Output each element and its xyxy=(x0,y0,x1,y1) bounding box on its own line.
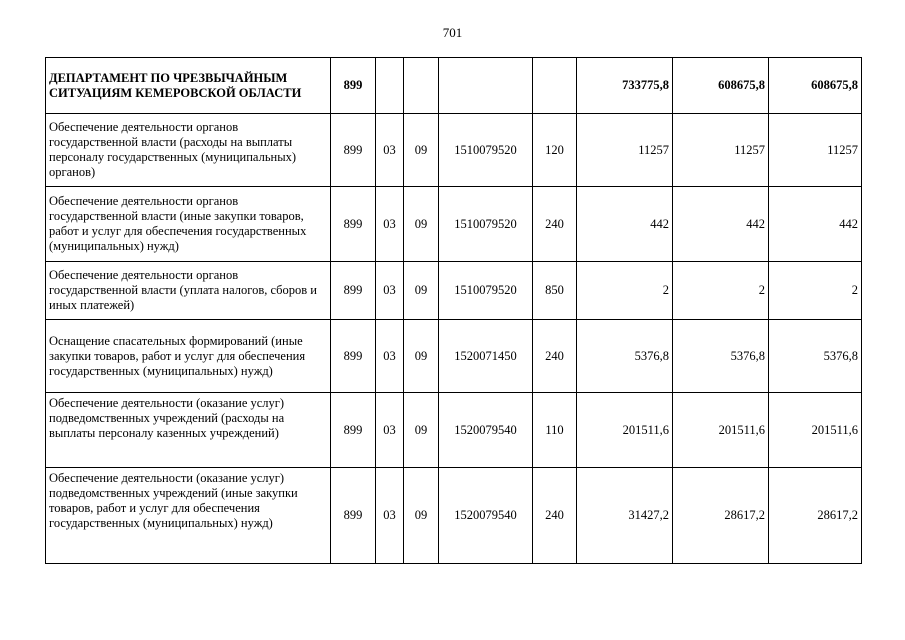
sum-year-3: 442 xyxy=(769,187,862,262)
subsection-code: 09 xyxy=(404,114,439,187)
sum-year-3: 201511,6 xyxy=(769,393,862,468)
expense-type-code: 850 xyxy=(533,262,577,320)
subsection-code xyxy=(404,58,439,114)
section-code: 03 xyxy=(376,320,404,393)
subsection-code: 09 xyxy=(404,320,439,393)
sum-year-3: 28617,2 xyxy=(769,468,862,564)
sum-year-3: 2 xyxy=(769,262,862,320)
sum-year-3: 5376,8 xyxy=(769,320,862,393)
expense-type-code: 120 xyxy=(533,114,577,187)
table-row-department xyxy=(46,58,862,114)
target-code: 1510079520 xyxy=(439,187,533,262)
section-code: 03 xyxy=(376,262,404,320)
subsection-code: 09 xyxy=(404,468,439,564)
target-code: 1510079520 xyxy=(439,114,533,187)
sum-year-1: 31427,2 xyxy=(577,468,673,564)
expense-name: Обеспечение деятельности (оказание услуг) подведомственных учреждений (иные закупки товаров, работ и услуг для обеспечения государственных (муниципальных) нужд) xyxy=(46,468,331,564)
sum-year-2: 608675,8 xyxy=(673,58,769,114)
expense-name: Обеспечение деятельности органов государственной власти (расходы на выплаты персоналу государственных (муниципальных) органов) xyxy=(46,114,331,187)
department-name: ДЕПАРТАМЕНТ ПО ЧРЕЗВЫЧАЙНЫМ СИТУАЦИЯМ КЕМЕРОВСКОЙ ОБЛАСТИ xyxy=(46,58,331,114)
expense-name: Обеспечение деятельности органов государственной власти (уплата налогов, сборов и иных платежей) xyxy=(46,262,331,320)
sum-year-2: 5376,8 xyxy=(673,320,769,393)
expense-type-code: 240 xyxy=(533,468,577,564)
subsection-code: 09 xyxy=(404,393,439,468)
sum-year-1: 201511,6 xyxy=(577,393,673,468)
ministry-code: 899 xyxy=(331,468,376,564)
table-row xyxy=(46,393,862,468)
ministry-code: 899 xyxy=(331,393,376,468)
ministry-code: 899 xyxy=(331,187,376,262)
sum-year-3: 608675,8 xyxy=(769,58,862,114)
expense-type-code xyxy=(533,58,577,114)
section-code: 03 xyxy=(376,393,404,468)
sum-year-2: 442 xyxy=(673,187,769,262)
table-row xyxy=(46,114,862,187)
ministry-code: 899 xyxy=(331,320,376,393)
expense-type-code: 240 xyxy=(533,187,577,262)
table-row xyxy=(46,468,862,564)
section-code: 03 xyxy=(376,114,404,187)
target-code: 1510079520 xyxy=(439,262,533,320)
sum-year-2: 11257 xyxy=(673,114,769,187)
table-row xyxy=(46,320,862,393)
sum-year-1: 11257 xyxy=(577,114,673,187)
expense-name: Оснащение спасательных формирований (иные закупки товаров, работ и услуг для обеспечения государственных (муниципальных) нужд) xyxy=(46,320,331,393)
sum-year-3: 11257 xyxy=(769,114,862,187)
table-row xyxy=(46,262,862,320)
section-code: 03 xyxy=(376,187,404,262)
budget-table xyxy=(45,57,862,564)
expense-type-code: 110 xyxy=(533,393,577,468)
table-row xyxy=(46,187,862,262)
ministry-code: 899 xyxy=(331,58,376,114)
target-code: 1520071450 xyxy=(439,320,533,393)
target-code: 1520079540 xyxy=(439,393,533,468)
page-number: 701 xyxy=(442,25,463,40)
ministry-code: 899 xyxy=(331,262,376,320)
section-code: 03 xyxy=(376,468,404,564)
sum-year-2: 201511,6 xyxy=(673,393,769,468)
expense-type-code: 240 xyxy=(533,320,577,393)
sum-year-1: 5376,8 xyxy=(577,320,673,393)
target-code: 1520079540 xyxy=(439,468,533,564)
sum-year-1: 2 xyxy=(577,262,673,320)
subsection-code: 09 xyxy=(404,262,439,320)
subsection-code: 09 xyxy=(404,187,439,262)
ministry-code: 899 xyxy=(331,114,376,187)
sum-year-2: 2 xyxy=(673,262,769,320)
sum-year-1: 442 xyxy=(577,187,673,262)
sum-year-2: 28617,2 xyxy=(673,468,769,564)
section-code xyxy=(376,58,404,114)
target-code xyxy=(439,58,533,114)
sum-year-1: 733775,8 xyxy=(577,58,673,114)
expense-name: Обеспечение деятельности органов государственной власти (иные закупки товаров, работ и услуг для обеспечения государственных (муниципальных) нужд) xyxy=(46,187,331,262)
expense-name: Обеспечение деятельности (оказание услуг) подведомственных учреждений (расходы на выплаты персоналу казенных учреждений) xyxy=(46,393,331,468)
